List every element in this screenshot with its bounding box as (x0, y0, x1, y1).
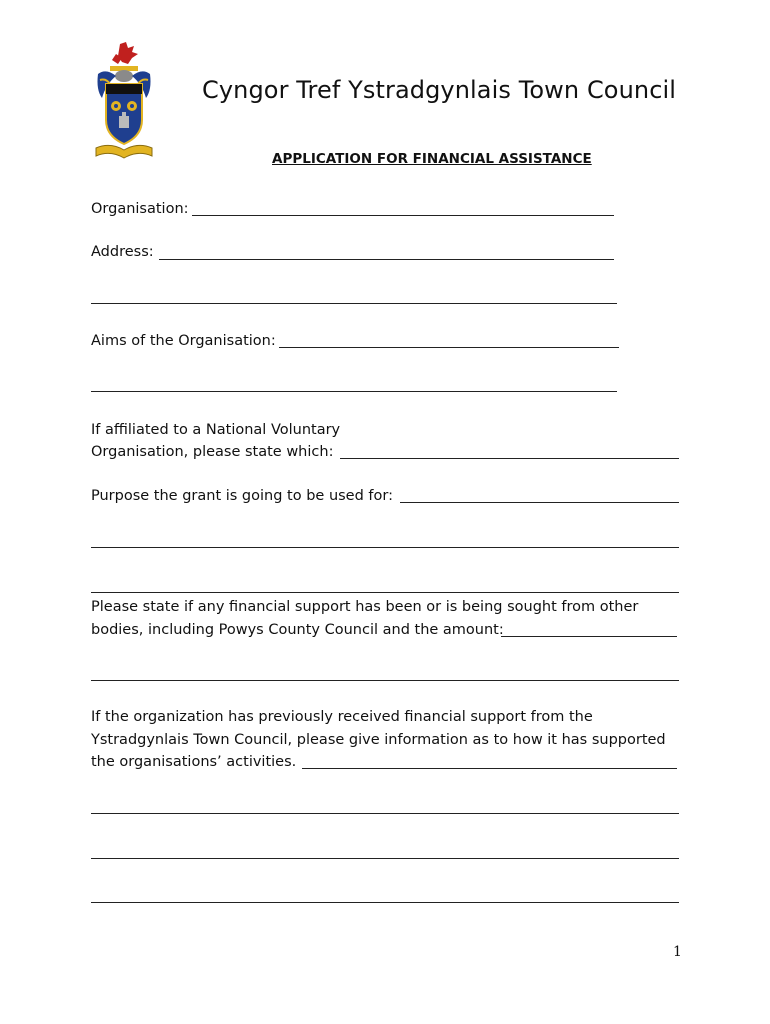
previous-support-field-line-3[interactable] (91, 858, 679, 859)
previous-support-field-line-1[interactable] (302, 768, 677, 769)
aims-field-line-1[interactable] (279, 347, 619, 348)
previous-support-field-line-4[interactable] (91, 902, 679, 903)
address-label: Address: (91, 244, 154, 260)
council-title: Cyngor Tref Ystradgynlais Town Council (202, 76, 677, 104)
page-number: 1 (673, 944, 682, 960)
purpose-field-line-2[interactable] (91, 547, 679, 548)
previous-support-label-line-3: the organisations’ activities. (91, 754, 297, 770)
aims-field-line-2[interactable] (91, 391, 617, 392)
purpose-field-line-3[interactable] (91, 592, 679, 593)
aims-label: Aims of the Organisation: (91, 333, 276, 349)
purpose-label: Purpose the grant is going to be used for: (91, 488, 393, 504)
previous-support-label-line-1: If the organization has previously received financial support from the (91, 709, 593, 725)
previous-support-field-line-2[interactable] (91, 813, 679, 814)
affiliation-label-line-2: Organisation, please state which: (91, 444, 334, 460)
address-field-line-2[interactable] (91, 303, 617, 304)
support-label-line-2: bodies, including Powys County Council and the amount: (91, 622, 504, 638)
form-heading: APPLICATION FOR FINANCIAL ASSISTANCE (272, 151, 592, 167)
support-field-line-2[interactable] (91, 680, 679, 681)
previous-support-label-line-2: Ystradgynlais Town Council, please give information as to how it has supported (91, 732, 666, 748)
coat-of-arms-icon (92, 40, 156, 166)
support-field-line-1[interactable] (501, 636, 677, 637)
organisation-label: Organisation: (91, 201, 189, 217)
purpose-field-line-1[interactable] (400, 502, 679, 503)
support-label-line-1: Please state if any financial support has been or is being sought from other (91, 599, 639, 615)
affiliation-field[interactable] (340, 458, 679, 459)
address-field-line-1[interactable] (159, 259, 614, 260)
affiliation-label-line-1: If affiliated to a National Voluntary (91, 422, 341, 438)
organisation-field[interactable] (192, 215, 614, 216)
